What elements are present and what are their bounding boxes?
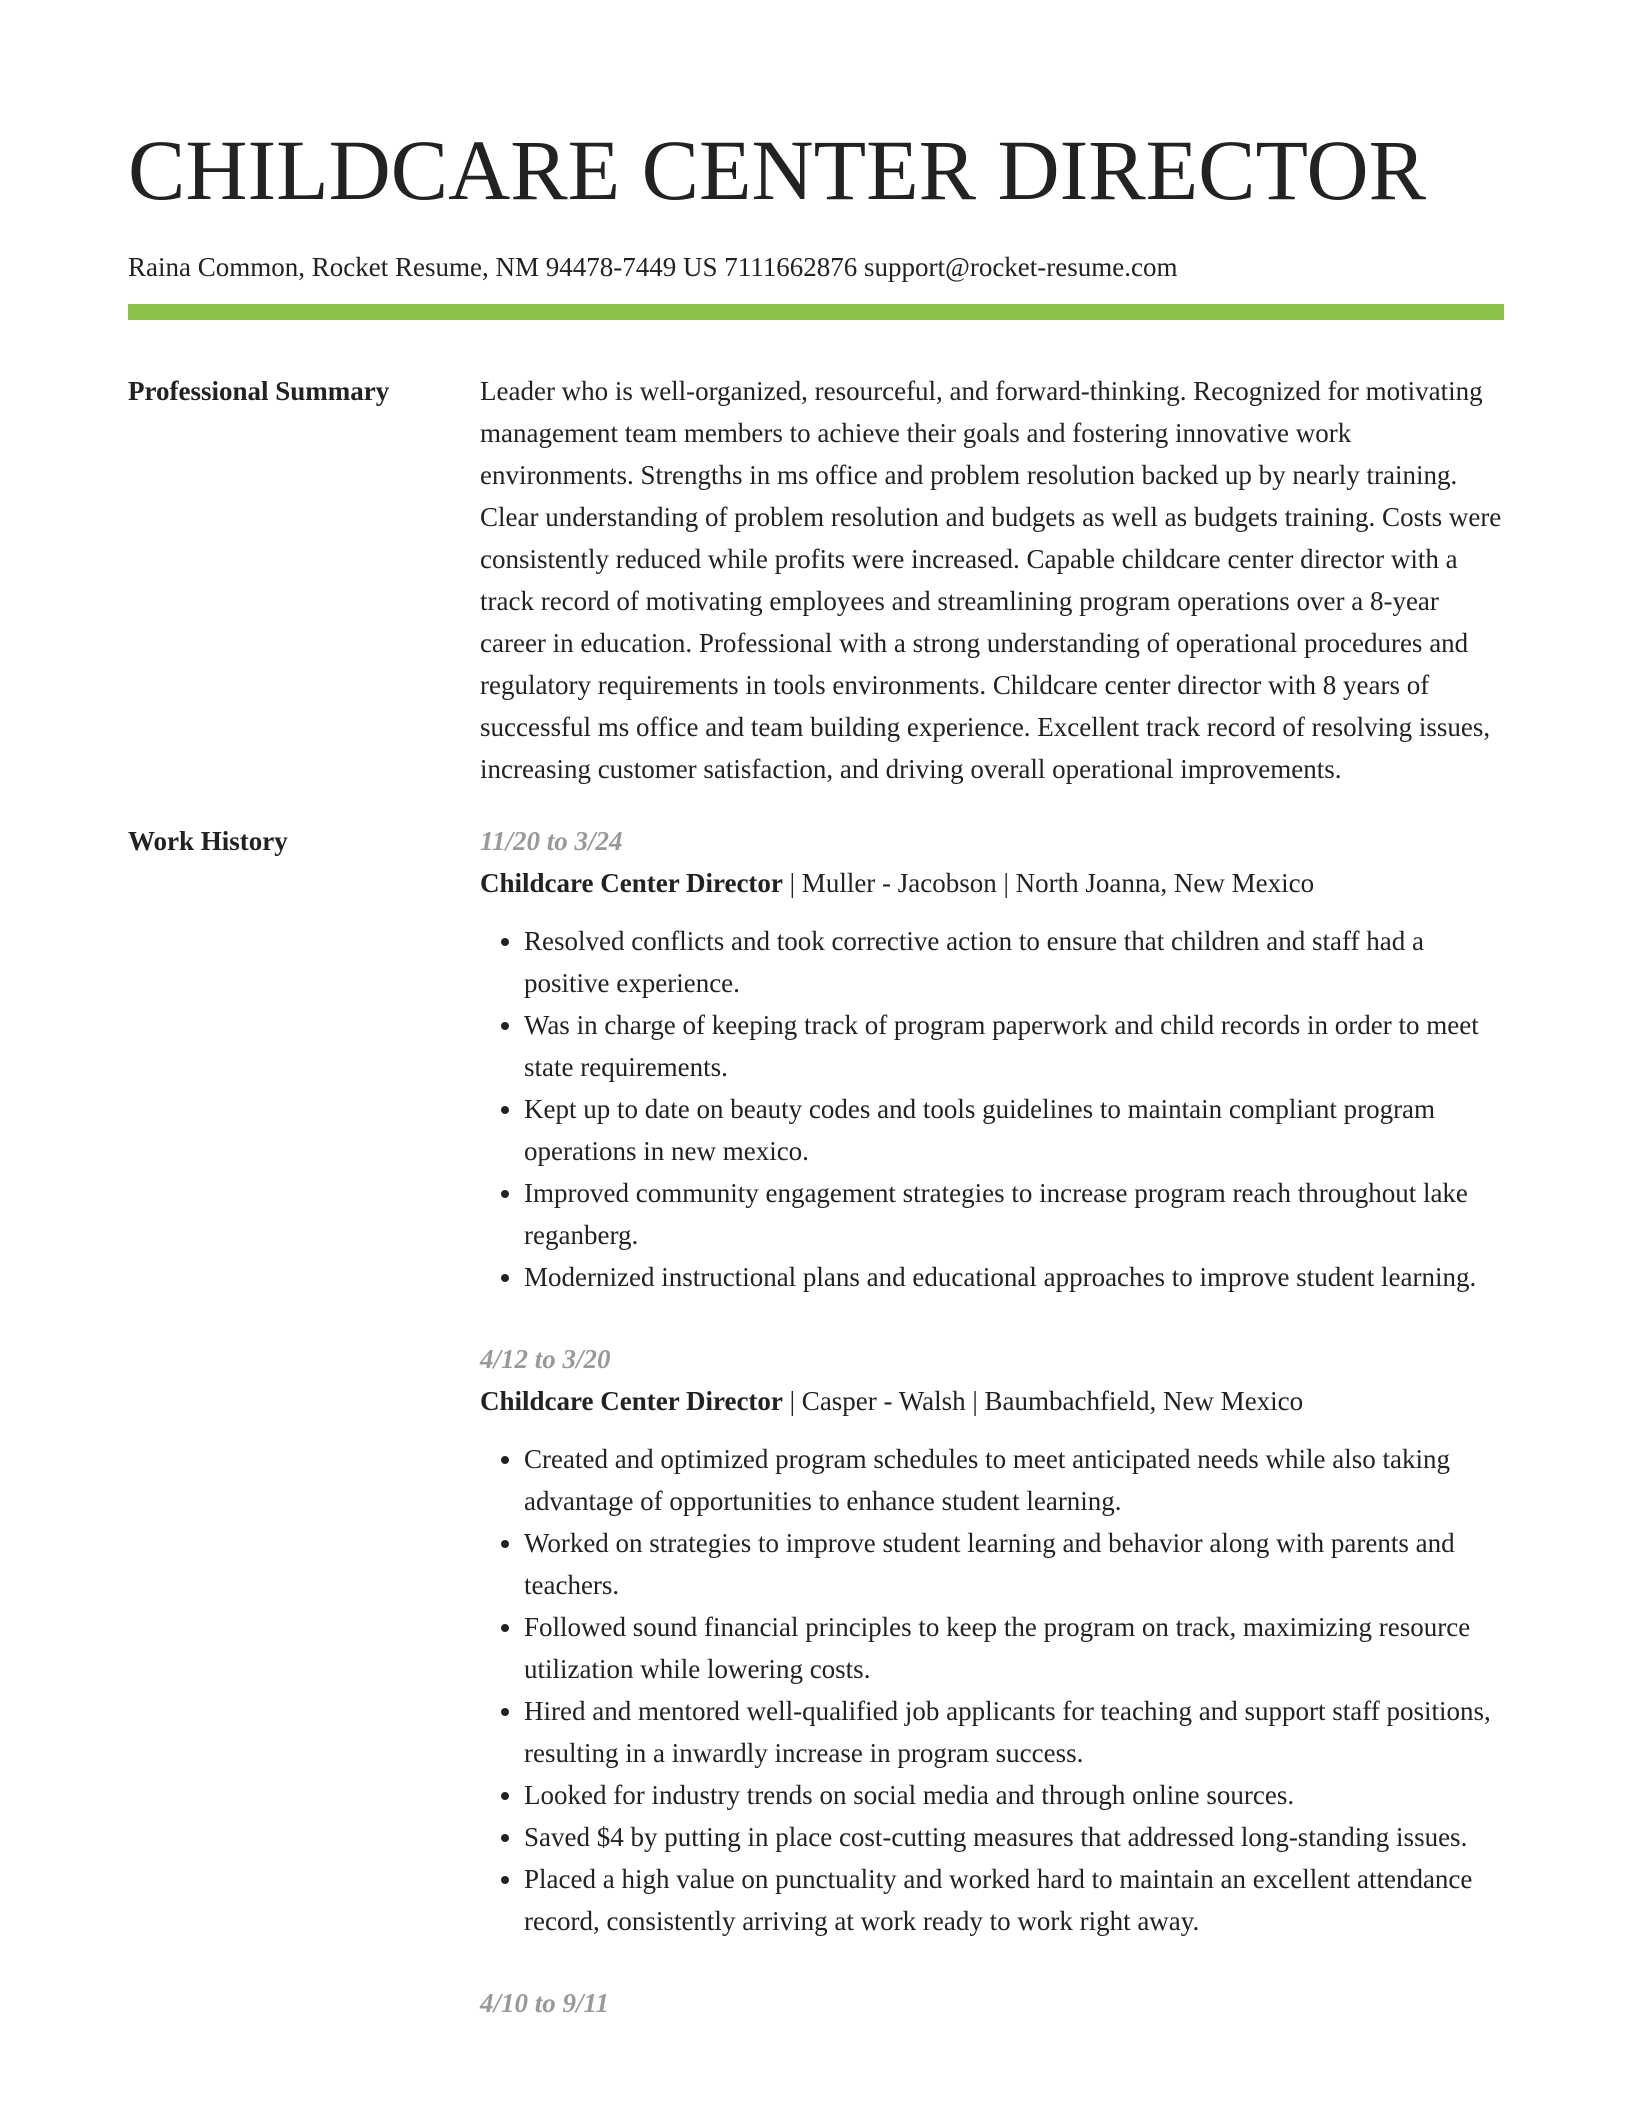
job-entry [480, 820, 1504, 1298]
resume-page [128, 0, 1504, 2064]
job-bullet: • Looked for industry trends on social media and through online sources. [524, 1774, 1504, 1816]
job-details: | Casper - Walsh | Baumbachfield, New Mexico [782, 1386, 1304, 1416]
job-bullet: • Kept up to date on beauty codes and tools guidelines to maintain compliant program operations in new mexico. [524, 1088, 1504, 1172]
job-bullet-list [480, 1438, 1504, 1942]
job-bullet: • Improved community engagement strategies to increase program reach throughout lake reganberg. [524, 1172, 1504, 1256]
job-bullet: • Resolved conflicts and took corrective action to ensure that children and staff had a positive experience. [524, 920, 1504, 1004]
job-entry [480, 1338, 1504, 1942]
summary-body [480, 370, 1504, 790]
summary-section [128, 370, 1504, 790]
job-entry [480, 1982, 1504, 2024]
job-dates: 4/10 to 9/11 [480, 1988, 610, 2018]
job-details: | Muller - Jacobson | North Joanna, New Mexico [782, 868, 1315, 898]
work-history-label: Work History [128, 826, 288, 856]
job-bullet: • Placed a high value on punctuality and worked hard to maintain an excellent attendance record, consistently arriving at work ready to work right away. [524, 1858, 1504, 1942]
job-title: Childcare Center Director [480, 1386, 783, 1416]
job-heading [480, 862, 1504, 904]
job-bullet: • Was in charge of keeping track of program paperwork and child records in order to meet state requirements. [524, 1004, 1504, 1088]
summary-label: Professional Summary [128, 376, 390, 406]
job-bullet: • Hired and mentored well-qualified job applicants for teaching and support staff positions, resulting in a inwardly increase in program success. [524, 1690, 1504, 1774]
work-history-section [128, 820, 1504, 2064]
contact-line: Raina Common, Rocket Resume, NM 94478-7449 US 7111662876 support@rocket-resume.com [128, 252, 1178, 282]
job-bullet: • Saved $4 by putting in place cost-cutting measures that addressed long-standing issues. [524, 1816, 1504, 1858]
job-bullet-list [480, 920, 1504, 1298]
job-dates: 4/12 to 3/20 [480, 1344, 611, 1374]
job-bullet: • Followed sound financial principles to keep the program on track, maximizing resource utilization while lowering costs. [524, 1606, 1504, 1690]
resume-title: CHILDCARE CENTER DIRECTOR [128, 122, 1426, 218]
job-heading [480, 1380, 1504, 1422]
job-dates: 11/20 to 3/24 [480, 826, 623, 856]
job-bullet: • Modernized instructional plans and educational approaches to improve student learning. [524, 1256, 1504, 1298]
summary-text: Leader who is well-organized, resourceful, and forward-thinking. Recognized for motivating management team members to achieve their goals and fostering innovative work environments. Strengths in ms office and problem resolution backed up by nearly training. Clear understanding of problem resolution and budgets as well as budgets training. Costs were consistently reduced while profits were increased. Capable childcare center director with a track record of motivating employees and streamlining program operations over a 8-year career in education. Professional with a strong understanding of operational procedures and regulatory requirements in tools environments. Childcare center director with 8 years of successful ms office and team building experience. Excellent track record of resolving issues, increasing customer satisfaction, and driving overall operational improvements. [480, 376, 1502, 784]
job-bullet: • Worked on strategies to improve student learning and behavior along with parents and teachers. [524, 1522, 1504, 1606]
work-history-body [480, 820, 1504, 2064]
accent-divider [128, 304, 1504, 320]
job-title: Childcare Center Director [480, 868, 783, 898]
job-bullet: • Created and optimized program schedules to meet anticipated needs while also taking advantage of opportunities to enhance student learning. [524, 1438, 1504, 1522]
